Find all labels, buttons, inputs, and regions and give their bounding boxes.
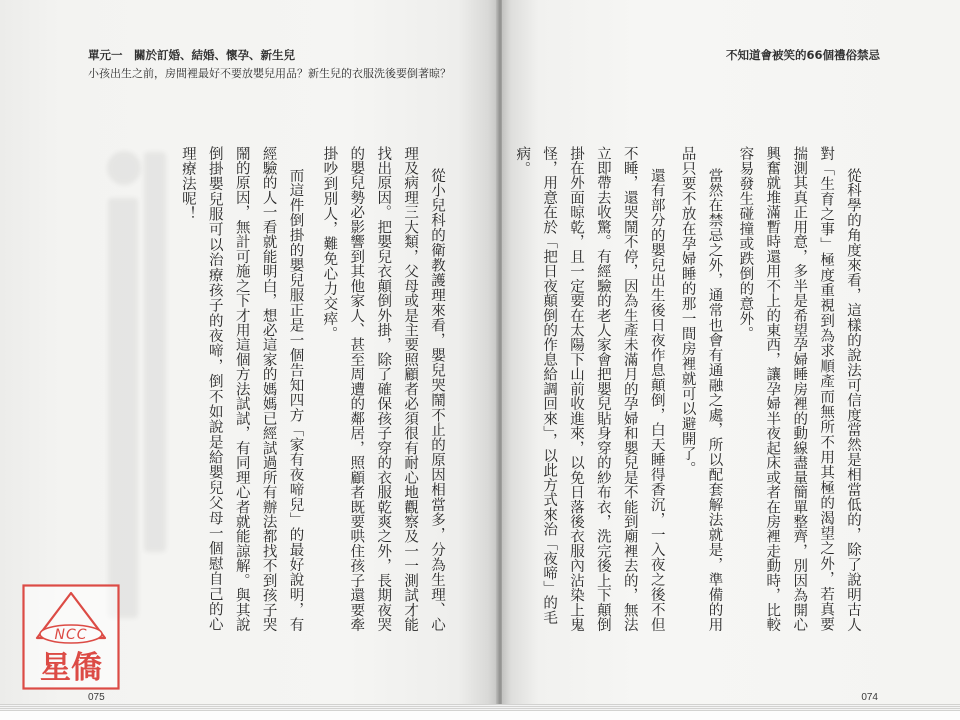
page-stack-edges xyxy=(0,704,960,711)
ncc-logo xyxy=(22,584,120,690)
text-column: 不睡，還哭鬧不停，因為生產未滿月的孕婦和嬰兒是不能到廟裡去的，無法 xyxy=(621,146,638,633)
text-column: 品只要不放在孕婦睡的那一間房裡就可以避開了。 xyxy=(679,146,696,476)
text-column: 對「生育之事」極度重視到為求順產而無所不用其極的渴望之外，若真要 xyxy=(818,146,835,633)
text-column: 找出原因。把嬰兒衣顛倒外掛，除了確保孩子穿的衣服乾爽之外，長期夜哭 xyxy=(375,146,392,633)
page-number-left: 075 xyxy=(88,692,105,703)
text-column: 的嬰兒勢必影響到其他家人、甚至周遭的鄰居，照顧者既要哄住孩子還要牽 xyxy=(348,146,365,633)
text-column: 興奮就堆滿暫時還用不上的東西，讓孕婦半夜起床或者在房裡走動時，比較 xyxy=(764,146,781,633)
text-column: 理及病理三大類，父母或是主要照顧者必須很有耐心地觀察及一一測試才能 xyxy=(402,146,419,633)
text-column: 掛在外面晾乾，且一定要在太陽下山前收進來，以免日落後衣服內沾染上鬼 xyxy=(568,146,584,633)
logo-name-text: 星僑 xyxy=(40,650,102,686)
text-column: 還有部分的嬰兒出生後日夜作息顛倒，白天睡得香沉，一入夜之後不但 xyxy=(648,168,665,633)
text-column: 怪，用意在於「把日夜顛倒的作息給調回來」，以此方式來治「夜啼」的毛 xyxy=(541,146,558,625)
text-column: 從小兒科的衛教護理來看，嬰兒哭鬧不止的原因相當多，分為生理、心 xyxy=(429,168,445,633)
text-column: 從科學的角度來看，這樣的說法可信度當然是相當低的，除了說明古人 xyxy=(845,168,861,633)
text-column: 病。 xyxy=(514,146,531,176)
text-column: 容易發生碰撞或跌倒的意外。 xyxy=(737,146,754,341)
text-column: 倒掛嬰兒服可以治療孩子的夜啼，倒不如說是給嬰兒父母一個慰自己的心 xyxy=(206,146,223,633)
right-page xyxy=(502,0,960,706)
text-column: 揣測其真正用意，多半是希望孕婦睡房裡的動線盡量簡單整齊，別因為開心 xyxy=(791,146,808,633)
logo-mark-text: NCC xyxy=(54,627,88,643)
bleed-through-shadow xyxy=(96,140,176,640)
text-column: 掛吵到別人，難免心力交瘁。 xyxy=(321,146,338,341)
bleed-through-shapes xyxy=(107,151,166,618)
text-column: 立即帶去收驚。有經驗的老人家會把嬰兒貼身穿的紗布衣，洗完後上下顛倒 xyxy=(594,146,611,633)
chapter-header-title: 單元一 關於訂婚、結婚、懷孕、新生兒 xyxy=(88,48,295,62)
chapter-header-subtitle: 小孩出生之前，房間裡最好不要放嬰兒用品？新生兒的衣服洗後要倒著晾？ xyxy=(88,67,451,80)
text-column: 理療法呢！ xyxy=(179,146,196,221)
text-column: 當然在禁忌之外，通常也會有通融之處，所以配套解法就是，準備的用 xyxy=(706,168,723,633)
page-number-right: 074 xyxy=(861,692,878,703)
book-header-title: 不知道會被笑的66個禮俗禁忌 xyxy=(725,48,880,62)
text-column: 而這件倒掛的嬰兒服正是一個告知四方「家有夜啼兒」的最好說明，有 xyxy=(287,168,304,633)
text-column: 經驗的人一看就能明白，想必這家的媽媽已經試過所有辦法都找不到孩子哭 xyxy=(260,146,277,633)
text-column: 鬧的原因，無計可施之下才用這個方法試試，有同理心者就能諒解。與其說 xyxy=(233,146,250,633)
